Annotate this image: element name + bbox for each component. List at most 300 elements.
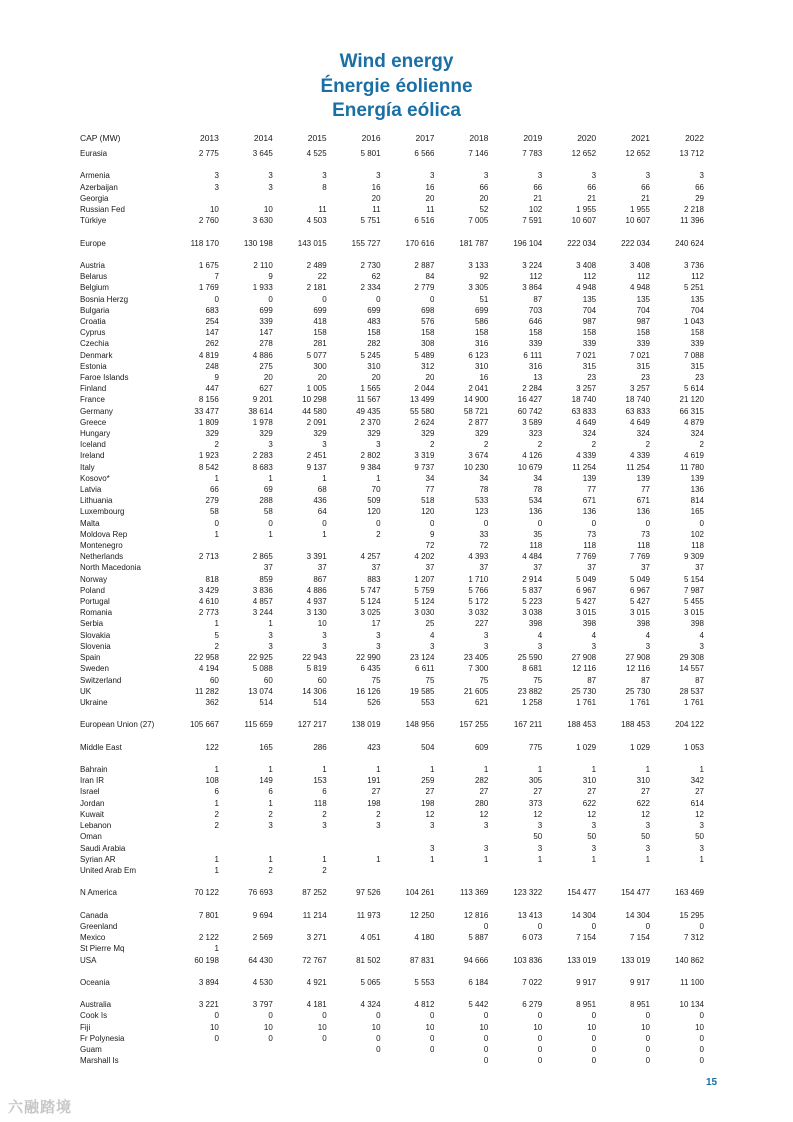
- table-row: [80, 887, 704, 898]
- value-cell: 10: [317, 619, 327, 629]
- value-cell: 22 925: [248, 653, 273, 663]
- value-cell: 50: [695, 832, 704, 842]
- value-cell: 0: [322, 1033, 327, 1043]
- value-cell: [327, 540, 381, 551]
- row-label: Fr Polynesia: [80, 1033, 125, 1043]
- value-cell: 33: [479, 529, 489, 539]
- row-label: Ireland: [80, 451, 105, 461]
- value-cell: [273, 943, 327, 954]
- table-row: [80, 585, 704, 596]
- value-cell: 0: [268, 518, 273, 528]
- value-cell: 1: [699, 765, 704, 775]
- value-cell: 11 780: [680, 462, 704, 472]
- value-cell: 3 032: [468, 608, 489, 618]
- value-cell: 25 730: [571, 686, 597, 696]
- value-cell: 3 645: [252, 149, 273, 158]
- table-row: [80, 417, 704, 428]
- value-cell: 158: [582, 328, 597, 338]
- value-cell: 27: [641, 787, 651, 797]
- value-cell: 324: [690, 429, 704, 439]
- value-cell: 181 787: [459, 238, 489, 248]
- value-cell: 9 917: [576, 977, 597, 987]
- value-cell: 9: [214, 373, 219, 383]
- value-cell: 0: [699, 1056, 704, 1066]
- value-cell: 2 624: [414, 417, 435, 427]
- value-cell: 113 369: [460, 888, 489, 898]
- row-label: Iceland: [80, 440, 106, 450]
- value-cell: 122: [205, 742, 219, 752]
- value-cell: [434, 943, 488, 954]
- value-cell: [165, 1044, 219, 1055]
- row-label: Belgium: [80, 283, 109, 293]
- table-row: [80, 562, 704, 573]
- value-cell: 0: [645, 1011, 651, 1021]
- row-label: USA: [80, 955, 97, 965]
- value-cell: 2: [214, 821, 219, 831]
- value-cell: 133 019: [621, 955, 651, 965]
- value-cell: 16: [479, 373, 489, 383]
- value-cell: 78: [479, 485, 489, 495]
- value-cell: 2 802: [360, 451, 381, 461]
- value-cell: 11 254: [626, 462, 651, 472]
- table-row: [80, 282, 704, 293]
- value-cell: 72: [425, 541, 435, 551]
- value-cell: 27: [425, 787, 435, 797]
- value-cell: 6 073: [522, 933, 543, 943]
- title-french: Énergie éolienne: [320, 76, 473, 97]
- value-cell: 329: [259, 429, 273, 439]
- value-cell: 149: [259, 776, 273, 786]
- value-cell: 4 886: [306, 585, 327, 595]
- value-cell: 0: [214, 518, 219, 528]
- value-cell: 3 736: [683, 260, 704, 270]
- value-cell: 3 589: [522, 417, 543, 427]
- table-row: [80, 574, 704, 585]
- spacer-cell: [80, 876, 704, 887]
- value-cell: 262: [205, 339, 219, 349]
- value-cell: 1 029: [576, 742, 597, 752]
- value-cell: [434, 831, 488, 842]
- value-cell: 0: [430, 1011, 435, 1021]
- value-cell: 0: [645, 1045, 651, 1055]
- value-cell: 704: [582, 305, 597, 315]
- value-cell: [542, 865, 596, 876]
- value-cell: 5 751: [360, 216, 381, 226]
- value-cell: 0: [591, 1011, 597, 1021]
- value-cell: 37: [533, 563, 543, 573]
- value-cell: 135: [690, 294, 704, 304]
- value-cell: 4 126: [522, 451, 543, 461]
- value-cell: 7 769: [576, 552, 597, 562]
- value-cell: 5 747: [360, 585, 381, 595]
- value-cell: 3 836: [252, 585, 273, 595]
- value-cell: 2: [483, 440, 489, 450]
- table-row: [80, 204, 704, 215]
- value-cell: 1: [322, 765, 327, 775]
- page-number: 15: [706, 1077, 718, 1088]
- value-cell: 3: [322, 630, 327, 640]
- value-cell: 3: [376, 641, 381, 651]
- value-cell: 9 201: [252, 395, 273, 405]
- row-label: Georgia: [80, 193, 109, 203]
- value-cell: [381, 921, 435, 932]
- table-row: [80, 305, 704, 316]
- value-cell: [650, 943, 704, 954]
- value-cell: 2 713: [198, 552, 219, 562]
- value-cell: 158: [421, 328, 435, 338]
- value-cell: 5 759: [414, 585, 435, 595]
- value-cell: 1: [268, 619, 273, 629]
- value-cell: 0: [699, 1033, 704, 1043]
- row-label: Cyprus: [80, 328, 106, 338]
- value-cell: 4: [430, 630, 435, 640]
- value-cell: 75: [533, 675, 543, 685]
- value-cell: 883: [367, 574, 381, 584]
- table-row: [80, 327, 704, 338]
- value-cell: 1: [376, 854, 381, 864]
- row-label: Montenegro: [80, 541, 123, 551]
- row-label: Kosovo*: [80, 473, 110, 483]
- value-cell: 7 591: [522, 216, 543, 226]
- value-cell: 3 894: [198, 977, 219, 987]
- value-cell: 11 973: [356, 910, 381, 920]
- row-label: Lithuania: [80, 496, 113, 506]
- value-cell: 140 862: [675, 955, 704, 965]
- table-row: [80, 394, 704, 405]
- value-cell: 70: [371, 485, 381, 495]
- spacer-cell: [80, 988, 704, 999]
- spacer-row: [80, 876, 704, 887]
- value-cell: 553: [421, 697, 435, 707]
- header-label: CAP (MW): [80, 133, 121, 143]
- table-row: [80, 462, 704, 473]
- row-label: St Pierre Mq: [80, 944, 125, 954]
- value-cell: 398: [690, 619, 704, 629]
- value-cell: 3: [268, 821, 273, 831]
- value-cell: 58 721: [463, 406, 489, 416]
- table-row: [80, 999, 704, 1010]
- value-cell: 0: [268, 1033, 273, 1043]
- row-label: Croatia: [80, 317, 106, 326]
- value-cell: 11: [426, 205, 435, 214]
- table-header-row: [80, 128, 704, 148]
- value-cell: 621: [474, 697, 489, 707]
- table-row: [80, 921, 704, 932]
- value-cell: 3: [376, 171, 381, 181]
- value-cell: 3: [591, 843, 597, 853]
- table-row: [80, 316, 704, 327]
- value-cell: 3: [268, 641, 273, 651]
- spacer-row: [80, 988, 704, 999]
- value-cell: 240 624: [675, 238, 704, 248]
- value-cell: 3: [645, 843, 651, 853]
- value-cell: 2 730: [360, 260, 381, 270]
- value-cell: 18 740: [625, 395, 651, 405]
- value-cell: 158: [367, 328, 381, 338]
- row-label: Oceania: [80, 977, 110, 987]
- value-cell: [219, 193, 273, 204]
- value-cell: 2 451: [306, 451, 327, 461]
- year-header: 2019: [523, 133, 543, 143]
- value-cell: 447: [205, 384, 219, 394]
- value-cell: 4 937: [306, 597, 327, 607]
- value-cell: [381, 865, 435, 876]
- value-cell: 6 184: [468, 977, 489, 987]
- value-cell: 135: [582, 294, 597, 304]
- value-cell: 7 300: [468, 664, 489, 674]
- value-cell: 20: [317, 373, 327, 383]
- spacer-row: [80, 159, 704, 170]
- value-cell: 6 123: [468, 350, 489, 360]
- value-cell: [488, 865, 542, 876]
- table-row: [80, 764, 704, 775]
- row-label: Bosnia Herzg: [80, 294, 129, 304]
- value-cell: 0: [537, 921, 543, 931]
- value-cell: 339: [636, 339, 651, 349]
- value-cell: 4 649: [576, 417, 597, 427]
- value-cell: 0: [591, 1045, 597, 1055]
- value-cell: 22: [317, 272, 327, 282]
- value-cell: 7 005: [468, 216, 489, 226]
- value-cell: 814: [690, 496, 704, 506]
- value-cell: 2: [214, 440, 219, 450]
- value-cell: 14 304: [571, 910, 597, 920]
- value-cell: 3: [322, 171, 327, 181]
- value-cell: 13 074: [248, 686, 273, 696]
- value-cell: 3: [268, 171, 273, 181]
- value-cell: 11 100: [680, 977, 704, 987]
- row-label: Austria: [80, 260, 105, 270]
- row-label: Eurasia: [80, 149, 108, 158]
- row-label: Slovenia: [80, 641, 111, 651]
- value-cell: [273, 1055, 327, 1066]
- value-cell: 16: [371, 182, 381, 192]
- value-cell: 3 797: [252, 1000, 273, 1010]
- value-cell: 64: [317, 507, 327, 517]
- value-cell: 102: [528, 205, 543, 214]
- value-cell: 280: [474, 798, 489, 808]
- table-row: [80, 338, 704, 349]
- value-cell: 66 315: [679, 406, 704, 416]
- row-label: Romania: [80, 608, 113, 618]
- value-cell: 66: [641, 182, 651, 192]
- value-cell: 7 146: [468, 149, 489, 158]
- value-cell: 227: [474, 619, 489, 629]
- value-cell: 10 230: [463, 462, 489, 472]
- value-cell: 0: [376, 1011, 381, 1021]
- table-row: [80, 641, 704, 652]
- table-row: [80, 865, 704, 876]
- value-cell: 50: [587, 832, 597, 842]
- value-cell: [327, 943, 381, 954]
- value-cell: 11 396: [680, 216, 704, 226]
- table-row: [80, 450, 704, 461]
- value-cell: 5 172: [468, 597, 489, 607]
- spacer-row: [80, 966, 704, 977]
- value-cell: 3 038: [522, 608, 543, 618]
- value-cell: 1: [430, 854, 435, 864]
- table-row: [80, 630, 704, 641]
- row-label: Fiji: [80, 1022, 91, 1032]
- value-cell: 2 044: [414, 384, 435, 394]
- row-label: Norway: [80, 574, 108, 584]
- value-cell: 19 585: [409, 686, 435, 696]
- value-cell: 10: [533, 1022, 543, 1032]
- value-cell: 1 710: [468, 574, 489, 584]
- value-cell: 158: [636, 328, 651, 338]
- row-label: Hungary: [80, 429, 111, 439]
- value-cell: 22 958: [194, 653, 219, 663]
- value-cell: 35: [533, 529, 543, 539]
- value-cell: 1: [591, 765, 597, 775]
- value-cell: 0: [699, 1011, 704, 1021]
- value-cell: 14 900: [463, 395, 489, 405]
- value-cell: 0: [537, 1045, 543, 1055]
- row-label: Cook Is: [80, 1011, 108, 1021]
- value-cell: 3: [699, 641, 704, 651]
- year-header: 2020: [577, 133, 597, 143]
- value-cell: 0: [376, 1033, 381, 1043]
- value-cell: 1: [699, 854, 704, 864]
- row-label: Ukraine: [80, 697, 108, 707]
- value-cell: 163 469: [675, 888, 704, 898]
- value-cell: 699: [367, 305, 381, 315]
- value-cell: 3 133: [468, 260, 489, 270]
- table-row: [80, 607, 704, 618]
- value-cell: 75: [425, 675, 435, 685]
- value-cell: 4 484: [522, 552, 543, 562]
- value-cell: 305: [528, 776, 543, 786]
- value-cell: 0: [376, 294, 381, 304]
- value-cell: 1 761: [683, 697, 704, 707]
- value-cell: 1: [645, 765, 651, 775]
- value-cell: 147: [205, 328, 219, 338]
- value-cell: 5 124: [360, 597, 381, 607]
- value-cell: 158: [690, 328, 704, 338]
- value-cell: 3: [591, 641, 597, 651]
- row-label: Finland: [80, 384, 107, 394]
- value-cell: 12: [587, 809, 597, 819]
- table-row: [80, 854, 704, 865]
- value-cell: 4 879: [683, 417, 704, 427]
- value-cell: 21: [587, 193, 597, 203]
- value-cell: 329: [474, 429, 489, 439]
- value-cell: 2: [591, 440, 597, 450]
- value-cell: 11 567: [356, 395, 381, 405]
- value-cell: 127 217: [297, 720, 327, 730]
- value-cell: 3 025: [360, 608, 381, 618]
- value-cell: 1: [268, 529, 273, 539]
- value-cell: 1 043: [683, 317, 704, 326]
- value-cell: 0: [430, 1045, 435, 1055]
- value-cell: 9 737: [414, 462, 435, 472]
- value-cell: 1: [322, 529, 327, 539]
- spacer-row: [80, 899, 704, 910]
- value-cell: 118: [529, 541, 543, 551]
- table-row: [80, 361, 704, 372]
- value-cell: 70 122: [194, 888, 219, 898]
- value-cell: 3 130: [306, 608, 327, 618]
- value-cell: 2 218: [683, 205, 704, 214]
- value-cell: 1 978: [252, 417, 273, 427]
- value-cell: 339: [690, 339, 704, 349]
- value-cell: 0: [591, 921, 597, 931]
- value-cell: 10 134: [679, 1000, 704, 1010]
- value-cell: 27 908: [571, 653, 597, 663]
- value-cell: 12 116: [626, 664, 651, 674]
- value-cell: 2: [322, 865, 327, 875]
- row-label: Kuwait: [80, 809, 105, 819]
- table-row: [80, 719, 704, 730]
- row-label: Sweden: [80, 664, 109, 674]
- spacer-cell: [80, 753, 704, 764]
- value-cell: 1 955: [576, 205, 597, 214]
- value-cell: 108: [205, 776, 219, 786]
- value-cell: 0: [591, 1033, 597, 1043]
- value-cell: 103 836: [513, 955, 543, 965]
- value-cell: 2 334: [360, 283, 381, 293]
- value-cell: 8 156: [198, 395, 219, 405]
- table-row: [80, 786, 704, 797]
- table-row: [80, 372, 704, 383]
- row-label: Poland: [80, 585, 105, 595]
- value-cell: 0: [645, 1033, 651, 1043]
- value-cell: [165, 562, 219, 573]
- value-cell: 37: [263, 563, 273, 573]
- value-cell: 12 652: [625, 149, 651, 158]
- value-cell: [165, 540, 219, 551]
- value-cell: 3 221: [198, 1000, 219, 1010]
- value-cell: 87: [587, 675, 597, 685]
- row-label: Moldova Rep: [80, 529, 128, 539]
- value-cell: 21 120: [679, 395, 704, 405]
- value-cell: 60: [317, 675, 327, 685]
- value-cell: 0: [322, 1011, 327, 1021]
- value-cell: 51: [479, 294, 489, 304]
- table-row: [80, 798, 704, 809]
- value-cell: 3 429: [198, 585, 219, 595]
- value-cell: 27: [371, 787, 381, 797]
- value-cell: 10: [479, 1022, 489, 1032]
- value-cell: 148 956: [405, 720, 435, 730]
- value-cell: 0: [430, 518, 435, 528]
- value-cell: 1: [268, 854, 273, 864]
- value-cell: 10 679: [517, 462, 543, 472]
- value-cell: 84: [425, 272, 435, 282]
- value-cell: 2 041: [468, 384, 489, 394]
- table-row: [80, 350, 704, 361]
- value-cell: 7 987: [683, 585, 704, 595]
- value-cell: 133 019: [567, 955, 597, 965]
- value-cell: 87: [695, 675, 704, 685]
- value-cell: 0: [591, 1056, 597, 1066]
- value-cell: 1: [214, 473, 219, 483]
- value-cell: [542, 943, 596, 954]
- table-row: [80, 495, 704, 506]
- value-cell: 11: [372, 205, 381, 214]
- value-cell: 698: [421, 305, 435, 315]
- value-cell: 23 405: [463, 653, 489, 663]
- value-cell: 102: [690, 529, 704, 539]
- value-cell: 23: [695, 373, 704, 383]
- value-cell: 27: [479, 787, 489, 797]
- spacer-cell: [80, 899, 704, 910]
- spacer-cell: [80, 226, 704, 237]
- value-cell: 4 812: [414, 1000, 435, 1010]
- value-cell: 3: [537, 821, 543, 831]
- value-cell: 436: [313, 496, 327, 506]
- value-cell: 72 767: [302, 955, 327, 965]
